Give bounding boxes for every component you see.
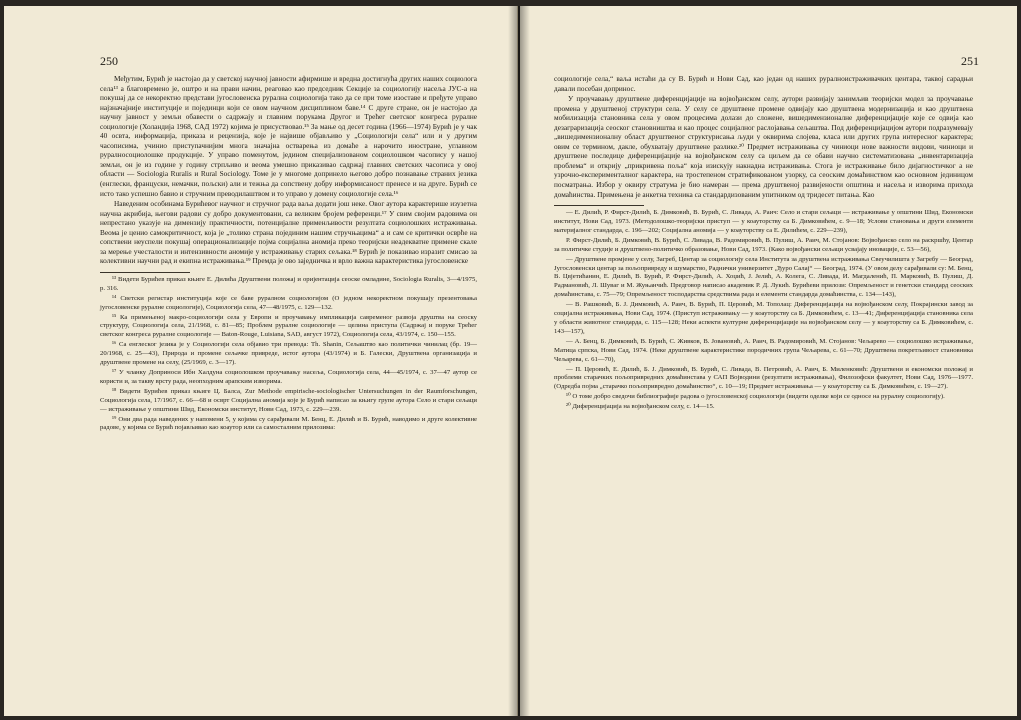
footnote: — П. Церовић, Е. Дилић, Б. Ј. Димковић, В. Бурић, С. Ливада, В. Петровић, А. Раич, Б. Миленковић: Друштвени и економски положај и проблеми старачких пољопривредних домаћинстава у САП Војводини (резултати истраживања), Филозофски факултет, Нови Сад, 1976—1977. (Одредба појма „старачко пољопривредно домаћинство“, с. 10—19; Предмет истраживања — у коауторству са Б. Димковићем, с. 19—27). [554,365,973,391]
footnote: — Друштвене промјене у селу, Загреб, Центар за социологију села Института за друштвена истраживања Свеучилишта у Загребу — Београд, Југословенски центар за пољопривреду и шумарство, Раднички универзитет „Ђуро Салај“ — Београд, 1974. (У овом делу сарађивали су: М. Бенц, В. Цвјетићанин, Е. Дилић, В. Бурић, Р. Фирст-Дилић, А. Хоџић, Ј. Јелић, А. Колега, С. Ливада, И. Магдаленић, П. Марковић, В. Пулиш, Д. Радмановић, Л. Шуваг и М. Жуњанчић. Предговор написао академик Р. Д. Лукић. Бурићеви прилози: Опремљеност и генетски стандард сеоских домаћинстава, с. 75—79; Опремљеност тосподарства средствима рада и елементи стандарда домаћинства, с. 134—143), [554,255,973,299]
footnote: — В. Рашковић, Б. Ј. Димковић, А. Раич, В. Бурић, П. Церовић, М. Тополац: Диференцијација на војвођанском селу, Покрајински завод за социјална истраживања, Нови Сад, 1974. (Приступ истраживању — у коауторству са Б. Димковићем, с. 13—41; Диференцијација становника села у области животног стандарда, с. 115—128; Неки аспекти културне диференцијације на војвођанском селу — у коауторству са Б. Димковићем, с. 143—157), [554,301,973,335]
left-text-column [100,74,477,433]
footnotes [554,209,973,412]
page-number-left: 250 [100,54,118,68]
body-paragraph: социологије села,“ ваља истаћи да су В. Бурић и Нови Сад, као један од наших руралноистраживачких центара, таквој сарадњи давали посебан допринос. [554,74,973,93]
footnote: ¹⁷ У чланку Доприноси Ибн Халдуна социолошком проучавању насеља, Социологија села, 44—45/1974, с. 37—47 аутор се користи и, за такву врсту рада, неопходним арапским изворима. [100,369,477,385]
footnote: ¹⁶ Са енглеског језика је у Социологији села објавио три превода: Th. Shanin, Сељаштво као политички чинилац (бр. 19—20/1968, с. 25—43), Природа и промене сељачке привреде, истог аутора (43/1974) и Б. Галески, Друштвена организација и друштвене промене на селу, (25/1969, с. 3—17). [100,341,477,367]
footnote: — Е. Дилић, Р. Фирст-Дилић, Б. Димковић, В. Бурић, С. Ливада, А. Раич: Село и стари сељаци — истраживање у општини Шид, Економски институт, Нови Сад, 1973. (Методолошко-теоријски приступ — у коауторству са Б. Димковићем, с. 9—18; Услови становања и други елементи материјалног стандарда, с. 196—202; Социјална аномија — у коауторству са Е. Дилићем, с. 229—239), [554,209,973,234]
body-paragraph: Међутим, Бурић је настојао да у светској научној јавности афирмише и вредна достигнућа других наших социолога села¹³ а благовремено је, оштро и на прави начин, реаговао као председник Секције за социологију насеља ЈУС-а на покушај да се некоректно представи југословенска рурална социологија тако да се при томе изоставе и пређуте управо најзначајније институције и појединци који се овом научном дисциплином баве.¹⁴ С друге стране, он је настојао да научну јавност у земљи обавести о садржају и главним порукама Другог и Трећег светског конгреса руралне социологије (Холандија 1968, САД 1972) којима је присуствовао.¹⁵ За мање од десет година (1966—1974) Бурић је у чак 40 освта, информација, приказа и рецензија, које је највише објављиво у „Социологији села“ или и у другим часописима, учинио приступачнијим многа значајна остварења из домаће а нарочито иностране, углавном руралносоциолошке продукције. У управо поменутом, једином специјализованом социолошком часопису у нашој земљи, он је из године у годину стрпљиво и веома умешно приказивао садржај главних светских часописа у овој области — Sociologia Ruralis и Rural Sociology. Томе је у многоме допринело његово добро познавање страних језика (енглески, француски, немачки, пољски) али и тежња да сопствену добру информисаност пренесе и на друге. Бурић се исто тако успешно бавио и стручним преводилаштвом и то управо у домену социологије села.¹⁶ [100,74,477,198]
footnote-rule [100,272,190,273]
footnote: ¹⁰ О томе добро сведочи библиографије радова о југословенској социологији (видети оделке који се односе на руралну социологију). [566,393,945,401]
footnote: ¹⁵ Ка примењеној макро-социологији села у Европи и проучавању импликација савременог развоја друштва на сеоску структуру, Социологија села, 21/1968, с. 81—85; Проблем руралне социологије — целина приступа (Садржај и поруке Трећег светског конгреса руралне социологије — Baton-Rouge, Luisiana, SAD, август 1972), Социологија села, 43/1974, с. 150—155. [100,313,477,339]
right-page [520,6,1017,716]
footnote: ²⁰ Диференцијација на војвођанском селу, с. 14—15. [566,403,715,411]
footnote: Р. Фирст-Дилић, Б. Димковић, В. Бурић, С. Ливада, В. Радомировић, В. Пулиш, А. Раич, М. Стојанов: Војвођанско село на раскршћу, Центар за политичке студије и друштвено-политичко образовање, Нови Сад, 1973. (Како војвођански сељаци усвајају иновације, с. 53—56), [554,236,973,253]
page-number-right: 251 [961,54,979,68]
left-page [4,6,518,716]
footnote: — А. Бенц, Б. Димковић, В. Бурић, С. Живков, В. Јовановић, А. Раич, В. Радомировић, М. Стојанов: Чељарево — социолошко истраживање, Матица српска, Нови Сад, 1974. (Неке друштвене карактеристике породичних група Чељарева, с. 61—70; Друштвена покретљивост становника Чељарева, с. 61—70), [554,337,973,363]
footnote: ¹³ Видети Бурићев приказ књиге Е. Дилића Друштвени положај и оријентација сеоске омладине, Sociologia Ruralis, 3—4/1975, p. 316. [100,275,477,292]
footnote: ¹⁴ Светски регистар институција које се баве руралном социологијом (О једном некоректном покушају презентовања југословенске руралне социологије), Социологија села, 47—48/1975, с. 129—132. [100,294,477,311]
footnote: ¹⁹ Они два рада наведених у напомени 5, у којима су сарађивали М. Бенц, Е. Дилић и В. Бурић, наводимо и друге колективне радове, у којима се Бурић појављивао као коаутор или са самосталним прилозима: [100,415,477,432]
body-paragraph: У проучавању друштвене диференцијације на војвођанском селу, аутори развијају занимљив теоријски модел за проучавање промена у друштвеној структури села. У селу се друштвене промене одвијају као друштвена модернизација и као друштвена мобилизација становника села у овом процесима долази до сложене, вишедимензионалне диференцијације које се одвија као дезаграризација сеоског становништва и као процес социјалног раслојавања сељаштва. Под диференцијацијом аутори подразумевају „вишедимензионалну област друштвеног структурисања људи у оквирима слојева, класа или других група интересног карактера; овим се термином, дакле, обухватају друштвене разлике.²⁰ Предмет истраживања су чиниоци нове важности видови, чиниоци и друштвене последице диференцијације на војвођанском селу са циљем да се обави научно систематизована „инвентаризација проблема“ и открију „прикривена поља“ која изискују накнадна истраживања. Стога је истраживање било дијагностичког а не узрочно-експерименталног карактера, на тростепеном стратификованом узорку, са сеоским домаћинством као основном јединицом посматрања. Избор у оквиру стратума је био намеран — према друштвеној развијености општина и насеља и изворима прихода домаћинства. Примењена је анкетна техника са стандардизованим упитником од тридесет питања. Као [554,94,973,199]
right-text-column [554,74,973,412]
footnotes [100,276,477,433]
footnote: ¹⁸ Видети Бурићев приказ књиге Ц. Балса, Zur Methode empirische-sociologischer Untersuchungen in der Raumforschungen, Социологија села, 17/1967, с. 66—68 и осврт Социјална аномија које је Бурић написао за књигу групе аутора Село и стари сељаци — истраживање у општини Шид, Економски институт, Нови Сад, 1973, с. 229—239. [100,387,477,413]
body-paragraph: Наведеним особинама Бурићевог научног и стручног рада ваља додати још неке. Овог аутора карактерише изузетна научна акрибија, његови радови су добро документовани, са великим бројем референци.¹⁷ У свим својим радовима он непрестано указује на димензију практичности, потенцијалне применљивости резултата социолошких истраживања. Веома је ценио самокритичност, која је „толико страна појединим нашим стручњацима“ а и сам се критички осврће на сопствени неуспели покушај операционализације појма социјална аномија преко теоријски неадекватне примене скале за мерење учесталости и интензивности аномије у истраживању старих сељака.¹⁸ Бурић је показивао изразит смисао за колективни научни рад и екипна истраживања.¹⁹ Премда је ово заједничка и врло важна карактеристика југословенске [100,199,477,266]
footnote-rule [554,205,644,206]
